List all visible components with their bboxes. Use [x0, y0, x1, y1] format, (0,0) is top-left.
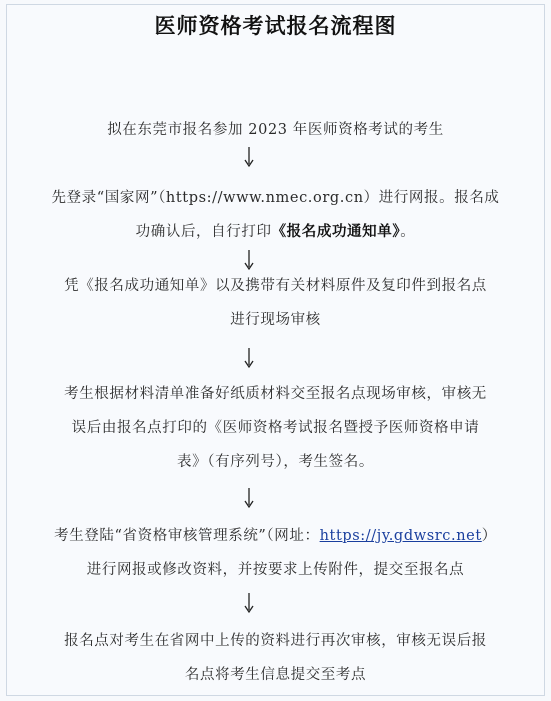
down-arrow-icon — [239, 487, 259, 509]
step-5-line-1-suffix: ） — [481, 528, 497, 544]
down-arrow-icon — [239, 592, 259, 614]
flow-step-1 — [20, 113, 531, 147]
step-6-line-1: 报名点对考生在省网中上传的资料进行再次审核，审核无误后报 — [64, 633, 487, 649]
step-5-line-1 — [20, 519, 531, 553]
down-arrow-icon — [239, 146, 259, 168]
step-5-line-1-prefix: 考生登陆“省资格审核管理系统”（网址： — [54, 528, 320, 544]
step-3-line-1: 凭《报名成功通知单》以及携带有关材料原件及复印件到报名点 — [64, 278, 487, 294]
step-2-line-2 — [20, 215, 531, 249]
down-arrow-icon — [239, 347, 259, 369]
flow-step-3 — [20, 269, 531, 337]
step-1-line-1: 拟在东莞市报名参加 2023 年医师资格考试的考生 — [107, 122, 444, 138]
page-title: 医师资格考试报名流程图 — [154, 13, 397, 38]
flow-step-2 — [20, 181, 531, 249]
step-4-line-3: 表》（有序列号），考生签名。 — [177, 454, 374, 470]
step-4-line-2: 误后由报名点打印的《医师资格考试报名暨授予医师资格申请 — [71, 420, 480, 436]
step-5-line-2: 进行网报或修改资料，并按要求上传附件，提交至报名点 — [86, 562, 465, 578]
down-arrow-icon — [239, 249, 259, 271]
gdwsrc-link[interactable]: https://jy.gdwsrc.net — [319, 528, 482, 544]
step-2-line-2-prefix: 功确认后，自行打印 — [135, 224, 272, 240]
step-2-line-2-suffix: 。 — [400, 224, 416, 240]
flow-step-6 — [20, 624, 531, 692]
step-3-line-2: 进行现场审核 — [230, 312, 321, 328]
step-4-line-1: 考生根据材料清单准备好纸质材料交至报名点现场审核，审核无 — [64, 386, 487, 402]
step-6-line-2: 名点将考生信息提交至考点 — [184, 667, 367, 683]
flow-step-5 — [20, 519, 531, 587]
step-2-line-1: 先登录“国家网”（https://www.nmec.org.cn）进行网报。报名成 — [51, 190, 500, 206]
notice-form-name: 《报名成功通知单》 — [271, 223, 401, 240]
flowchart-page — [6, 4, 545, 696]
flow-step-4 — [20, 377, 531, 479]
